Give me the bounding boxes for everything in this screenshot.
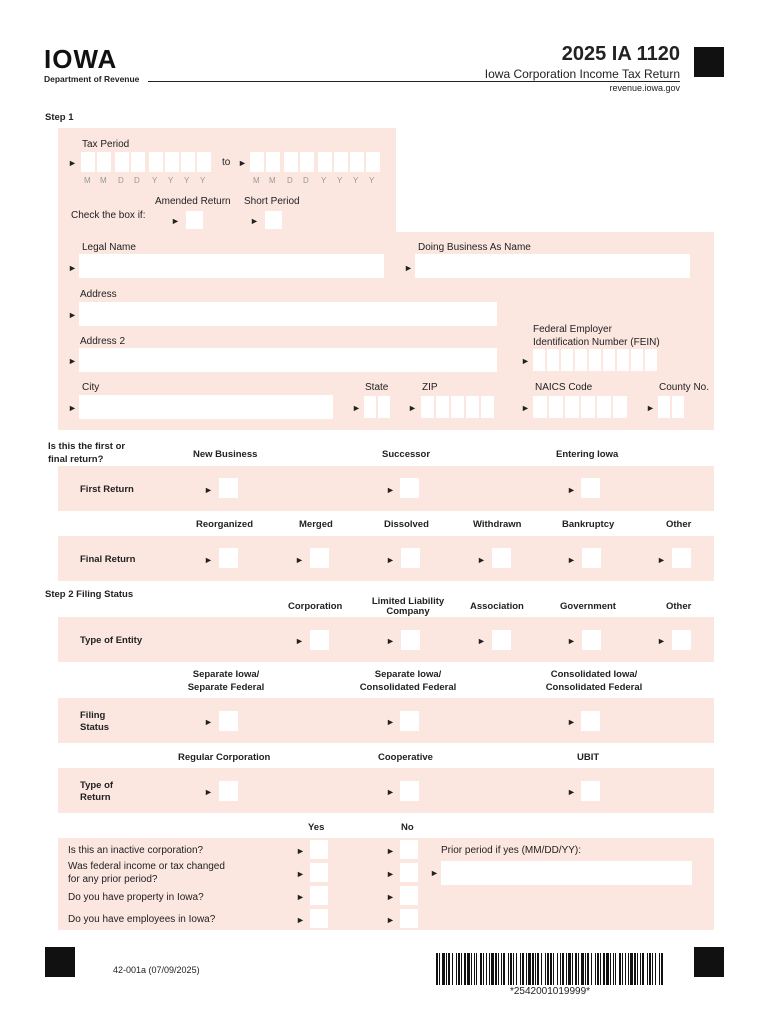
withdrawn-checkbox[interactable] [492, 548, 511, 568]
barcode-bar [560, 953, 561, 985]
zip-cell[interactable] [436, 396, 449, 418]
arrow-icon: ► [204, 787, 213, 797]
sep-sep-line1: Separate Iowa/ [192, 669, 260, 680]
barcode-bar [516, 953, 517, 985]
inactive-yes-checkbox[interactable] [310, 840, 328, 859]
barcode-text: *2542001019999* [509, 986, 591, 997]
arrow-icon: ► [68, 403, 77, 413]
arrow-icon: ► [477, 636, 486, 646]
tax-period-end-cell[interactable] [266, 152, 280, 172]
arrow-icon: ► [386, 555, 395, 565]
barcode-bar [464, 953, 466, 985]
date-format-letter: Y [168, 176, 174, 185]
arrow-icon: ► [567, 717, 576, 727]
sep-con-line2: Consolidated Federal [359, 682, 457, 693]
arrow-icon: ► [386, 915, 395, 925]
barcode-bar [547, 953, 549, 985]
zip-cell[interactable] [466, 396, 479, 418]
barcode-bar [597, 953, 599, 985]
barcode-bar [508, 953, 509, 985]
tax-period-start-cell[interactable] [181, 152, 195, 172]
fein-cell[interactable] [645, 349, 657, 371]
county-cell[interactable] [672, 396, 684, 418]
property-no-checkbox[interactable] [400, 886, 418, 905]
barcode-bar [595, 953, 596, 985]
arrow-icon: ► [386, 787, 395, 797]
arrow-icon: ► [386, 717, 395, 727]
header-rule [148, 81, 680, 82]
federal-change-question-line2: for any prior period? [68, 874, 158, 885]
barcode-bar [513, 953, 514, 985]
date-format-letter: M [100, 176, 107, 185]
prior-period-field[interactable] [441, 861, 692, 885]
date-format-letter: Y [152, 176, 158, 185]
no-label: No [401, 822, 414, 833]
fein-cell[interactable] [617, 349, 629, 371]
regular-corp-checkbox[interactable] [219, 781, 238, 801]
to-label: to [222, 157, 231, 168]
address2-field[interactable] [79, 348, 497, 372]
arrow-icon: ► [567, 485, 576, 495]
barcode-bar [566, 953, 567, 985]
arrow-icon: ► [646, 403, 655, 413]
new-business-label: New Business [193, 449, 258, 460]
barcode-bar [471, 953, 472, 985]
barcode-bar [474, 953, 475, 985]
association-label: Association [470, 601, 524, 612]
arrow-icon: ► [204, 555, 213, 565]
tax-period-start-cell[interactable] [165, 152, 179, 172]
naics-cell[interactable] [613, 396, 627, 418]
barcode-bar [545, 953, 546, 985]
other-final-checkbox[interactable] [672, 548, 691, 568]
barcode-bar [591, 953, 592, 985]
filing-status-label-line2: Status [80, 722, 110, 733]
federal-change-question-line1: Was federal income or tax changed [68, 861, 225, 872]
form-year-title: 2025 IA 1120 [561, 43, 680, 65]
barcode-bar [483, 953, 484, 985]
regular-corp-label: Regular Corporation [178, 752, 271, 763]
barcode-bar [557, 953, 558, 985]
type-of-entity-label: Type of Entity [80, 635, 143, 646]
dba-name-label: Doing Business As Name [418, 242, 531, 253]
employees-question: Do you have employees in Iowa? [68, 914, 216, 925]
naics-cell[interactable] [597, 396, 611, 418]
barcode-bar [489, 953, 490, 985]
tax-period-start-cell[interactable] [197, 152, 211, 172]
date-format-letter: M [253, 176, 260, 185]
barcode-bar [446, 953, 447, 985]
naics-cell[interactable] [549, 396, 563, 418]
barcode-bar [572, 953, 573, 985]
tax-period-start-cell[interactable] [131, 152, 145, 172]
legal-name-field[interactable] [79, 254, 384, 278]
barcode-bar [452, 953, 453, 985]
barcode-bar [562, 953, 564, 985]
withdrawn-label: Withdrawn [473, 519, 522, 530]
barcode-bar [522, 953, 524, 985]
fein-cell[interactable] [533, 349, 545, 371]
government-label: Government [560, 601, 616, 612]
barcode-bar [600, 953, 601, 985]
arrow-icon: ► [567, 636, 576, 646]
barcode-bar [537, 953, 539, 985]
merged-checkbox[interactable] [310, 548, 329, 568]
barcode-bar [661, 953, 663, 985]
barcode-bar [628, 953, 629, 985]
barcode-bar [541, 953, 542, 985]
barcode-bar [498, 953, 499, 985]
naics-cell[interactable] [581, 396, 595, 418]
other-final-label: Other [666, 519, 692, 530]
filing-status-label-line1: Filing [80, 710, 106, 721]
fein-cell[interactable] [547, 349, 559, 371]
yes-label: Yes [308, 822, 325, 833]
con-con-line2: Consolidated Federal [545, 682, 643, 693]
date-format-letter: D [303, 176, 309, 185]
tax-period-start-cell[interactable] [115, 152, 129, 172]
federal-change-yes-checkbox[interactable] [310, 863, 328, 882]
county-cell[interactable] [658, 396, 670, 418]
tax-period-end-cell[interactable] [250, 152, 264, 172]
tax-period-end-cell[interactable] [350, 152, 364, 172]
arrow-icon: ► [68, 356, 77, 366]
arrow-icon: ► [477, 555, 486, 565]
cooperative-checkbox[interactable] [400, 781, 419, 801]
property-question: Do you have property in Iowa? [68, 892, 204, 903]
barcode-bar [510, 953, 512, 985]
employees-no-checkbox[interactable] [400, 909, 418, 928]
zip-cell[interactable] [421, 396, 434, 418]
step1-label: Step 1 [45, 112, 74, 123]
tax-period-start-cell[interactable] [97, 152, 111, 172]
amended-return-checkbox[interactable] [186, 211, 203, 229]
arrow-icon: ► [295, 636, 304, 646]
barcode-bar [501, 953, 502, 985]
iowa-logo: IOWA [44, 44, 118, 74]
address2-label: Address 2 [80, 336, 126, 347]
date-format-letter: D [134, 176, 140, 185]
first-final-question-line1: Is this the first or [48, 441, 126, 452]
barcode-bar [610, 953, 611, 985]
arrow-icon: ► [567, 787, 576, 797]
date-format-letter: D [118, 176, 124, 185]
barcode-bar [622, 953, 623, 985]
barcode-bar [448, 953, 450, 985]
barcode-bar [640, 953, 641, 985]
bankruptcy-label: Bankruptcy [562, 519, 615, 530]
barcode-bar [495, 953, 497, 985]
naics-cell[interactable] [533, 396, 547, 418]
barcode-bar [581, 953, 584, 985]
legal-name-label: Legal Name [82, 242, 136, 253]
state-cell[interactable] [378, 396, 390, 418]
arrow-icon: ► [657, 555, 666, 565]
barcode-bar [528, 953, 531, 985]
zip-cell[interactable] [451, 396, 464, 418]
barcode-bar [652, 953, 653, 985]
arrow-icon: ► [521, 403, 530, 413]
arrow-icon: ► [68, 263, 77, 273]
arrow-icon: ► [250, 216, 259, 226]
barcode-bar [613, 953, 614, 985]
tax-period-label: Tax Period [82, 139, 130, 150]
inactive-question: Is this an inactive corporation? [68, 845, 204, 856]
arrow-icon: ► [204, 485, 213, 495]
arrow-icon: ► [408, 403, 417, 413]
tax-period-end-cell[interactable] [334, 152, 348, 172]
check-box-if-label: Check the box if: [71, 210, 146, 221]
merged-label: Merged [299, 519, 333, 530]
arrow-icon: ► [521, 356, 530, 366]
ubit-label: UBIT [577, 752, 600, 763]
barcode-bar [532, 953, 534, 985]
barcode-bar [456, 953, 457, 985]
short-period-checkbox[interactable] [265, 211, 282, 229]
fein-cell[interactable] [603, 349, 615, 371]
sep-con-checkbox[interactable] [400, 711, 419, 731]
naics-cell[interactable] [565, 396, 579, 418]
amended-return-label: Amended Return [155, 196, 231, 207]
property-yes-checkbox[interactable] [310, 886, 328, 905]
barcode-bar [461, 953, 462, 985]
barcode-bar [520, 953, 521, 985]
date-format-letter: Y [184, 176, 190, 185]
other-entity-checkbox[interactable] [672, 630, 691, 650]
barcode-bar [476, 953, 477, 985]
barcode-bar [550, 953, 552, 985]
sep-sep-line2: Separate Federal [187, 682, 265, 693]
con-con-line1: Consolidated Iowa/ [550, 669, 638, 680]
reorganized-label: Reorganized [196, 519, 254, 530]
con-con-checkbox[interactable] [581, 711, 600, 731]
fein-label-line2: Identification Number (FEIN) [533, 337, 660, 348]
barcode-bar [553, 953, 554, 985]
barcode-bar [603, 953, 605, 985]
barcode-bar [575, 953, 577, 985]
federal-change-no-checkbox[interactable] [400, 863, 418, 882]
barcode-bar [503, 953, 505, 985]
arrow-icon: ► [296, 869, 305, 879]
arrow-icon: ► [238, 158, 247, 168]
arrow-icon: ► [386, 892, 395, 902]
arrow-icon: ► [295, 555, 304, 565]
arrow-icon: ► [296, 915, 305, 925]
barcode-bar [625, 953, 626, 985]
sep-con-line1: Separate Iowa/ [374, 669, 442, 680]
barcode-bar [655, 953, 656, 985]
dissolved-checkbox[interactable] [401, 548, 420, 568]
barcode-bar [458, 953, 460, 985]
arrow-icon: ► [386, 485, 395, 495]
state-cell[interactable] [364, 396, 376, 418]
barcode-bar [647, 953, 648, 985]
ubit-checkbox[interactable] [581, 781, 600, 801]
barcode-bar [467, 953, 470, 985]
arrow-icon: ► [386, 846, 395, 856]
barcode-bar [436, 953, 438, 985]
step2-label: Step 2 Filing Status [45, 589, 134, 600]
arrow-icon: ► [567, 555, 576, 565]
fein-label-line1: Federal Employer [533, 324, 612, 335]
first-return-label: First Return [80, 484, 134, 495]
arrow-icon: ► [296, 846, 305, 856]
corporation-checkbox[interactable] [310, 630, 329, 650]
department-name: Department of Revenue [44, 74, 140, 84]
llc-checkbox[interactable] [401, 630, 420, 650]
dba-name-field[interactable] [415, 254, 690, 278]
arrow-icon: ► [352, 403, 361, 413]
tax-period-end-cell[interactable] [366, 152, 380, 172]
fein-cell[interactable] [589, 349, 601, 371]
llc-label-line1: Limited Liability [371, 596, 445, 607]
barcode-bar [585, 953, 586, 985]
bankruptcy-checkbox[interactable] [582, 548, 601, 568]
tax-period-end-cell[interactable] [300, 152, 314, 172]
barcode-bar [615, 953, 616, 985]
date-format-letter: Y [337, 176, 343, 185]
arrow-icon: ► [296, 892, 305, 902]
fein-cell[interactable] [561, 349, 573, 371]
registration-mark-top-right [694, 47, 724, 77]
county-label: County No. [659, 382, 710, 393]
registration-mark-bottom-right [694, 947, 724, 977]
arrow-icon: ► [204, 717, 213, 727]
barcode-bar [439, 953, 440, 985]
dissolved-label: Dissolved [384, 519, 429, 530]
date-format-letter: Y [369, 176, 375, 185]
sep-sep-checkbox[interactable] [219, 711, 238, 731]
barcode-bar [535, 953, 536, 985]
city-field[interactable] [79, 395, 333, 419]
naics-label: NAICS Code [535, 382, 593, 393]
barcode-bar [619, 953, 621, 985]
entering-iowa-checkbox[interactable] [581, 478, 600, 498]
inactive-no-checkbox[interactable] [400, 840, 418, 859]
reorganized-checkbox[interactable] [219, 548, 238, 568]
barcode-bar [587, 953, 589, 985]
barcode-bar [634, 953, 636, 985]
tax-period-start-cell[interactable] [149, 152, 163, 172]
date-format-letter: Y [200, 176, 206, 185]
form-title: Iowa Corporation Income Tax Return [484, 67, 680, 81]
successor-checkbox[interactable] [400, 478, 419, 498]
final-return-label: Final Return [80, 554, 136, 565]
barcode-bar [637, 953, 638, 985]
tax-period-start-cell[interactable] [81, 152, 95, 172]
arrow-icon: ► [386, 869, 395, 879]
barcode-bar [442, 953, 445, 985]
fein-cell[interactable] [631, 349, 643, 371]
arrow-icon: ► [404, 263, 413, 273]
date-format-letter: M [84, 176, 91, 185]
address-field[interactable] [79, 302, 497, 326]
arrow-icon: ► [386, 636, 395, 646]
other-entity-label: Other [666, 601, 692, 612]
cooperative-label: Cooperative [378, 752, 433, 763]
prior-period-label: Prior period if yes (MM/DD/YY): [441, 845, 582, 856]
fein-cell[interactable] [575, 349, 587, 371]
barcode-bar [659, 953, 660, 985]
barcode-bar [630, 953, 633, 985]
zip-label: ZIP [422, 382, 438, 393]
association-checkbox[interactable] [492, 630, 511, 650]
government-checkbox[interactable] [582, 630, 601, 650]
arrow-icon: ► [68, 158, 77, 168]
entering-iowa-label: Entering Iowa [556, 449, 619, 460]
date-format-letter: D [287, 176, 293, 185]
type-of-return-label-line2: Return [80, 792, 111, 803]
tax-period-end-cell[interactable] [318, 152, 332, 172]
barcode-bar [642, 953, 644, 985]
date-format-letter: M [269, 176, 276, 185]
city-label: City [82, 382, 100, 393]
arrow-icon: ► [68, 310, 77, 320]
barcode-bar [568, 953, 571, 985]
new-business-checkbox[interactable] [219, 478, 238, 498]
type-of-return-label-line1: Type of [80, 780, 114, 791]
employees-yes-checkbox[interactable] [310, 909, 328, 928]
state-label: State [365, 382, 389, 393]
barcode-bar [606, 953, 609, 985]
corporation-label: Corporation [288, 601, 343, 612]
llc-label-line2: Company [386, 606, 430, 617]
arrow-icon: ► [430, 868, 439, 878]
short-period-label: Short Period [244, 196, 300, 207]
arrow-icon: ► [171, 216, 180, 226]
barcode-bar [486, 953, 487, 985]
date-format-letter: Y [321, 176, 327, 185]
date-format-letter: Y [353, 176, 359, 185]
zip-cell[interactable] [481, 396, 494, 418]
registration-mark-bottom-left [45, 947, 75, 977]
barcode [436, 953, 664, 985]
barcode-bar [480, 953, 482, 985]
tax-period-end-cell[interactable] [284, 152, 298, 172]
barcode-bar [491, 953, 494, 985]
successor-label: Successor [382, 449, 431, 460]
barcode-bar [649, 953, 651, 985]
address-label: Address [80, 289, 117, 300]
barcode-bar [526, 953, 527, 985]
first-final-question-line2: final return? [48, 454, 104, 465]
arrow-icon: ► [657, 636, 666, 646]
form-number: 42-001a (07/09/2025) [113, 965, 200, 975]
barcode-bar [578, 953, 579, 985]
website: revenue.iowa.gov [609, 83, 680, 93]
